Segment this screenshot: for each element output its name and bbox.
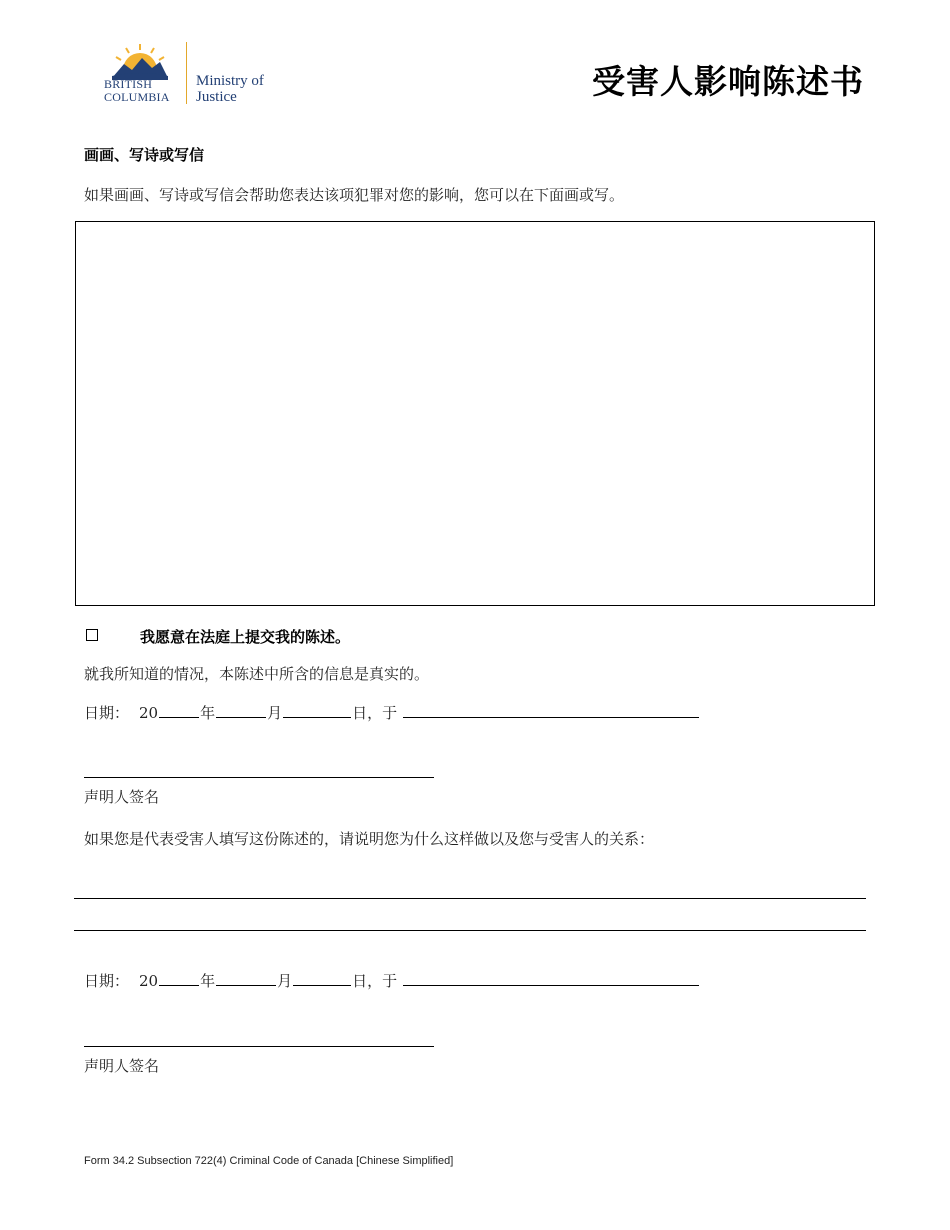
year-prefix: 20 [139, 704, 159, 722]
bc-government-logo [104, 40, 274, 110]
relationship-line-2[interactable] [74, 930, 866, 931]
date-row-2 [84, 970, 700, 991]
month-field[interactable] [216, 971, 276, 986]
logo-text-columbia: COLUMBIA [104, 90, 170, 104]
date-label: 日期： [84, 972, 130, 990]
logo-text-ministry: Ministry of [196, 73, 264, 89]
form-footer: Form 34.2 Subsection 722(4) Criminal Code of Canada [Chinese Simplified] [84, 1155, 454, 1167]
signature-line-2[interactable] [84, 1046, 434, 1047]
signature-label-1: 声明人签名 [84, 788, 160, 806]
year-prefix: 20 [139, 972, 159, 990]
document-title: 受害人影响陈述书 [592, 62, 864, 101]
section-instruction: 如果画画、写诗或写信会帮助您表达该项犯罪对您的影响，您可以在下面画或写。 [84, 186, 625, 204]
sun-mountains-icon [110, 40, 170, 80]
day-field[interactable] [293, 971, 351, 986]
year-field[interactable] [159, 971, 199, 986]
day-unit: 日，于 [352, 972, 398, 990]
year-unit: 年 [200, 972, 216, 990]
submit-in-court-checkbox[interactable] [86, 629, 98, 641]
location-field[interactable] [403, 703, 699, 718]
submit-in-court-label: 我愿意在法庭上提交我的陈述。 [140, 628, 351, 646]
date-label: 日期： [84, 704, 130, 722]
relationship-line-1[interactable] [74, 898, 866, 899]
logo-text-justice: Justice [196, 89, 237, 105]
day-field[interactable] [283, 703, 351, 718]
month-field[interactable] [216, 703, 266, 718]
section-heading: 画画、写诗或写信 [84, 146, 205, 164]
on-behalf-prompt: 如果您是代表受害人填写这份陈述的，请说明您为什么这样做以及您与受害人的关系： [84, 830, 655, 848]
month-unit: 月 [277, 972, 293, 990]
month-unit: 月 [267, 704, 283, 722]
truth-statement: 就我所知道的情况，本陈述中所含的信息是真实的。 [84, 665, 430, 683]
year-field[interactable] [159, 703, 199, 718]
day-unit: 日，于 [352, 704, 398, 722]
drawing-writing-area[interactable] [75, 221, 875, 606]
signature-line-1[interactable] [84, 777, 434, 778]
logo-text-british: BRITISH [104, 77, 153, 91]
signature-label-2: 声明人签名 [84, 1057, 160, 1075]
location-field[interactable] [403, 971, 699, 986]
date-row-1 [84, 702, 700, 723]
year-unit: 年 [200, 704, 216, 722]
logo-divider [186, 42, 187, 104]
